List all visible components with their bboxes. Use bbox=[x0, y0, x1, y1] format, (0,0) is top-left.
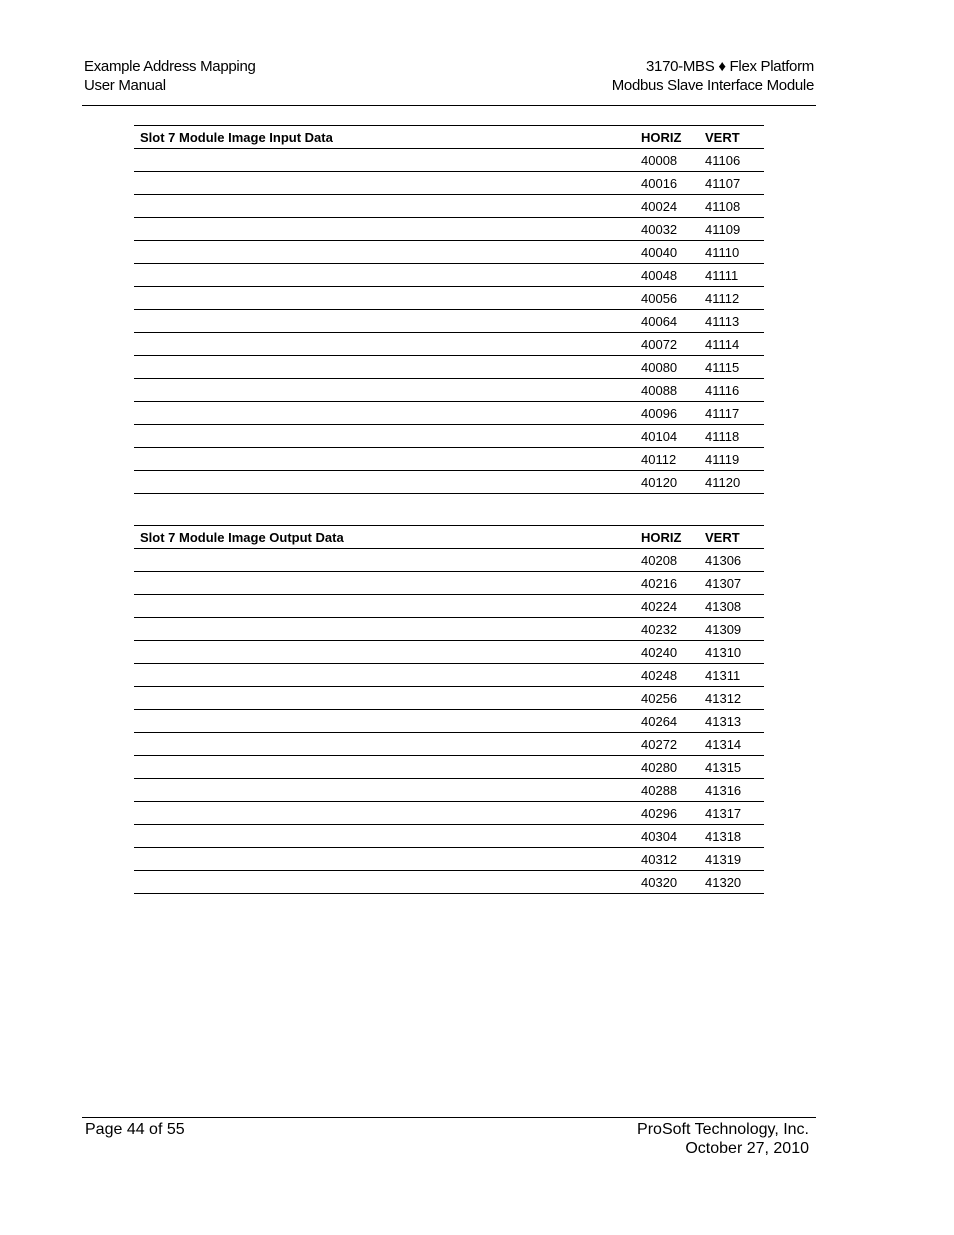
horiz-address: 40064 bbox=[635, 310, 705, 333]
horiz-address: 40024 bbox=[635, 195, 705, 218]
vert-address: 41312 bbox=[705, 687, 764, 710]
horiz-address: 40320 bbox=[635, 871, 705, 894]
vert-address: 41314 bbox=[705, 733, 764, 756]
vert-address: 41113 bbox=[705, 310, 764, 333]
table-row bbox=[134, 595, 764, 618]
row-label bbox=[134, 172, 635, 195]
footer-divider bbox=[82, 1117, 816, 1118]
table-row bbox=[134, 264, 764, 287]
horiz-address: 40016 bbox=[635, 172, 705, 195]
table-row bbox=[134, 195, 764, 218]
table-row bbox=[134, 218, 764, 241]
row-label bbox=[134, 779, 635, 802]
row-label bbox=[134, 310, 635, 333]
horiz-address: 40256 bbox=[635, 687, 705, 710]
horiz-address: 40104 bbox=[635, 425, 705, 448]
vert-address: 41111 bbox=[705, 264, 764, 287]
vert-address: 41115 bbox=[705, 356, 764, 379]
horiz-address: 40280 bbox=[635, 756, 705, 779]
row-label bbox=[134, 356, 635, 379]
table-title: Slot 7 Module Image Input Data bbox=[134, 126, 635, 149]
vert-address: 41118 bbox=[705, 425, 764, 448]
manual-type: User Manual bbox=[84, 77, 166, 94]
table-row bbox=[134, 333, 764, 356]
row-label bbox=[134, 448, 635, 471]
horiz-address: 40232 bbox=[635, 618, 705, 641]
table-row bbox=[134, 572, 764, 595]
table-row bbox=[134, 379, 764, 402]
table-row bbox=[134, 402, 764, 425]
table-row bbox=[134, 241, 764, 264]
horiz-address: 40056 bbox=[635, 287, 705, 310]
horiz-address: 40216 bbox=[635, 572, 705, 595]
table-row bbox=[134, 733, 764, 756]
column-header-vert: VERT bbox=[705, 126, 764, 149]
output-data-table bbox=[134, 525, 764, 894]
vert-address: 41108 bbox=[705, 195, 764, 218]
row-label bbox=[134, 641, 635, 664]
table-header-row bbox=[134, 126, 764, 149]
vert-address: 41319 bbox=[705, 848, 764, 871]
header-left bbox=[84, 57, 256, 95]
vert-address: 41119 bbox=[705, 448, 764, 471]
horiz-address: 40248 bbox=[635, 664, 705, 687]
row-label bbox=[134, 618, 635, 641]
table-row bbox=[134, 549, 764, 572]
row-label bbox=[134, 802, 635, 825]
column-header-vert: VERT bbox=[705, 526, 764, 549]
horiz-address: 40096 bbox=[635, 402, 705, 425]
table-row bbox=[134, 287, 764, 310]
column-header-horiz: HORIZ bbox=[635, 126, 705, 149]
page-number: Page 44 of 55 bbox=[85, 1121, 185, 1138]
row-label bbox=[134, 218, 635, 241]
vert-address: 41114 bbox=[705, 333, 764, 356]
horiz-address: 40048 bbox=[635, 264, 705, 287]
table-row bbox=[134, 618, 764, 641]
row-label bbox=[134, 871, 635, 894]
table-body bbox=[134, 149, 764, 494]
horiz-address: 40304 bbox=[635, 825, 705, 848]
table-row bbox=[134, 149, 764, 172]
vert-address: 41317 bbox=[705, 802, 764, 825]
row-label bbox=[134, 149, 635, 172]
horiz-address: 40112 bbox=[635, 448, 705, 471]
product-description: Modbus Slave Interface Module bbox=[611, 77, 814, 94]
row-label bbox=[134, 425, 635, 448]
vert-address: 41313 bbox=[705, 710, 764, 733]
vert-address: 41318 bbox=[705, 825, 764, 848]
row-label bbox=[134, 549, 635, 572]
table-row bbox=[134, 310, 764, 333]
row-label bbox=[134, 333, 635, 356]
row-label bbox=[134, 687, 635, 710]
table-row bbox=[134, 448, 764, 471]
vert-address: 41117 bbox=[705, 402, 764, 425]
row-label bbox=[134, 710, 635, 733]
row-label bbox=[134, 664, 635, 687]
horiz-address: 40224 bbox=[635, 595, 705, 618]
horiz-address: 40088 bbox=[635, 379, 705, 402]
vert-address: 41109 bbox=[705, 218, 764, 241]
table-row bbox=[134, 471, 764, 494]
horiz-address: 40032 bbox=[635, 218, 705, 241]
vert-address: 41116 bbox=[705, 379, 764, 402]
publication-date: October 27, 2010 bbox=[685, 1140, 809, 1157]
row-label bbox=[134, 287, 635, 310]
vert-address: 41107 bbox=[705, 172, 764, 195]
table-row bbox=[134, 687, 764, 710]
horiz-address: 40040 bbox=[635, 241, 705, 264]
horiz-address: 40288 bbox=[635, 779, 705, 802]
footer-right bbox=[637, 1120, 809, 1158]
company-name: ProSoft Technology, Inc. bbox=[637, 1121, 809, 1138]
vert-address: 41306 bbox=[705, 549, 764, 572]
table-header-row bbox=[134, 526, 764, 549]
vert-address: 41106 bbox=[705, 149, 764, 172]
row-label bbox=[134, 848, 635, 871]
vert-address: 41311 bbox=[705, 664, 764, 687]
header-divider bbox=[82, 105, 816, 106]
row-label bbox=[134, 241, 635, 264]
horiz-address: 40008 bbox=[635, 149, 705, 172]
table-body bbox=[134, 549, 764, 894]
table-row bbox=[134, 871, 764, 894]
horiz-address: 40264 bbox=[635, 710, 705, 733]
horiz-address: 40272 bbox=[635, 733, 705, 756]
row-label bbox=[134, 402, 635, 425]
table-row bbox=[134, 710, 764, 733]
input-data-table bbox=[134, 125, 764, 494]
row-label bbox=[134, 595, 635, 618]
row-label bbox=[134, 195, 635, 218]
table-row bbox=[134, 356, 764, 379]
row-label bbox=[134, 572, 635, 595]
column-header-horiz: HORIZ bbox=[635, 526, 705, 549]
horiz-address: 40296 bbox=[635, 802, 705, 825]
horiz-address: 40240 bbox=[635, 641, 705, 664]
table-row bbox=[134, 425, 764, 448]
table-row bbox=[134, 779, 764, 802]
row-label bbox=[134, 264, 635, 287]
table-row bbox=[134, 848, 764, 871]
vert-address: 41309 bbox=[705, 618, 764, 641]
table-row bbox=[134, 641, 764, 664]
row-label bbox=[134, 825, 635, 848]
table-title: Slot 7 Module Image Output Data bbox=[134, 526, 635, 549]
vert-address: 41316 bbox=[705, 779, 764, 802]
table-row bbox=[134, 825, 764, 848]
header-right bbox=[612, 57, 814, 95]
row-label bbox=[134, 379, 635, 402]
vert-address: 41310 bbox=[705, 641, 764, 664]
row-label bbox=[134, 756, 635, 779]
row-label bbox=[134, 733, 635, 756]
horiz-address: 40080 bbox=[635, 356, 705, 379]
table-row bbox=[134, 756, 764, 779]
table-row bbox=[134, 172, 764, 195]
vert-address: 41308 bbox=[705, 595, 764, 618]
vert-address: 41320 bbox=[705, 871, 764, 894]
vert-address: 41110 bbox=[705, 241, 764, 264]
vert-address: 41315 bbox=[705, 756, 764, 779]
horiz-address: 40312 bbox=[635, 848, 705, 871]
product-name: 3170-MBS ♦ Flex Platform bbox=[645, 58, 814, 75]
horiz-address: 40208 bbox=[635, 549, 705, 572]
row-label bbox=[134, 471, 635, 494]
vert-address: 41120 bbox=[705, 471, 764, 494]
section-title: Example Address Mapping bbox=[84, 58, 256, 75]
table-row bbox=[134, 664, 764, 687]
vert-address: 41307 bbox=[705, 572, 764, 595]
vert-address: 41112 bbox=[705, 287, 764, 310]
horiz-address: 40072 bbox=[635, 333, 705, 356]
horiz-address: 40120 bbox=[635, 471, 705, 494]
table-row bbox=[134, 802, 764, 825]
